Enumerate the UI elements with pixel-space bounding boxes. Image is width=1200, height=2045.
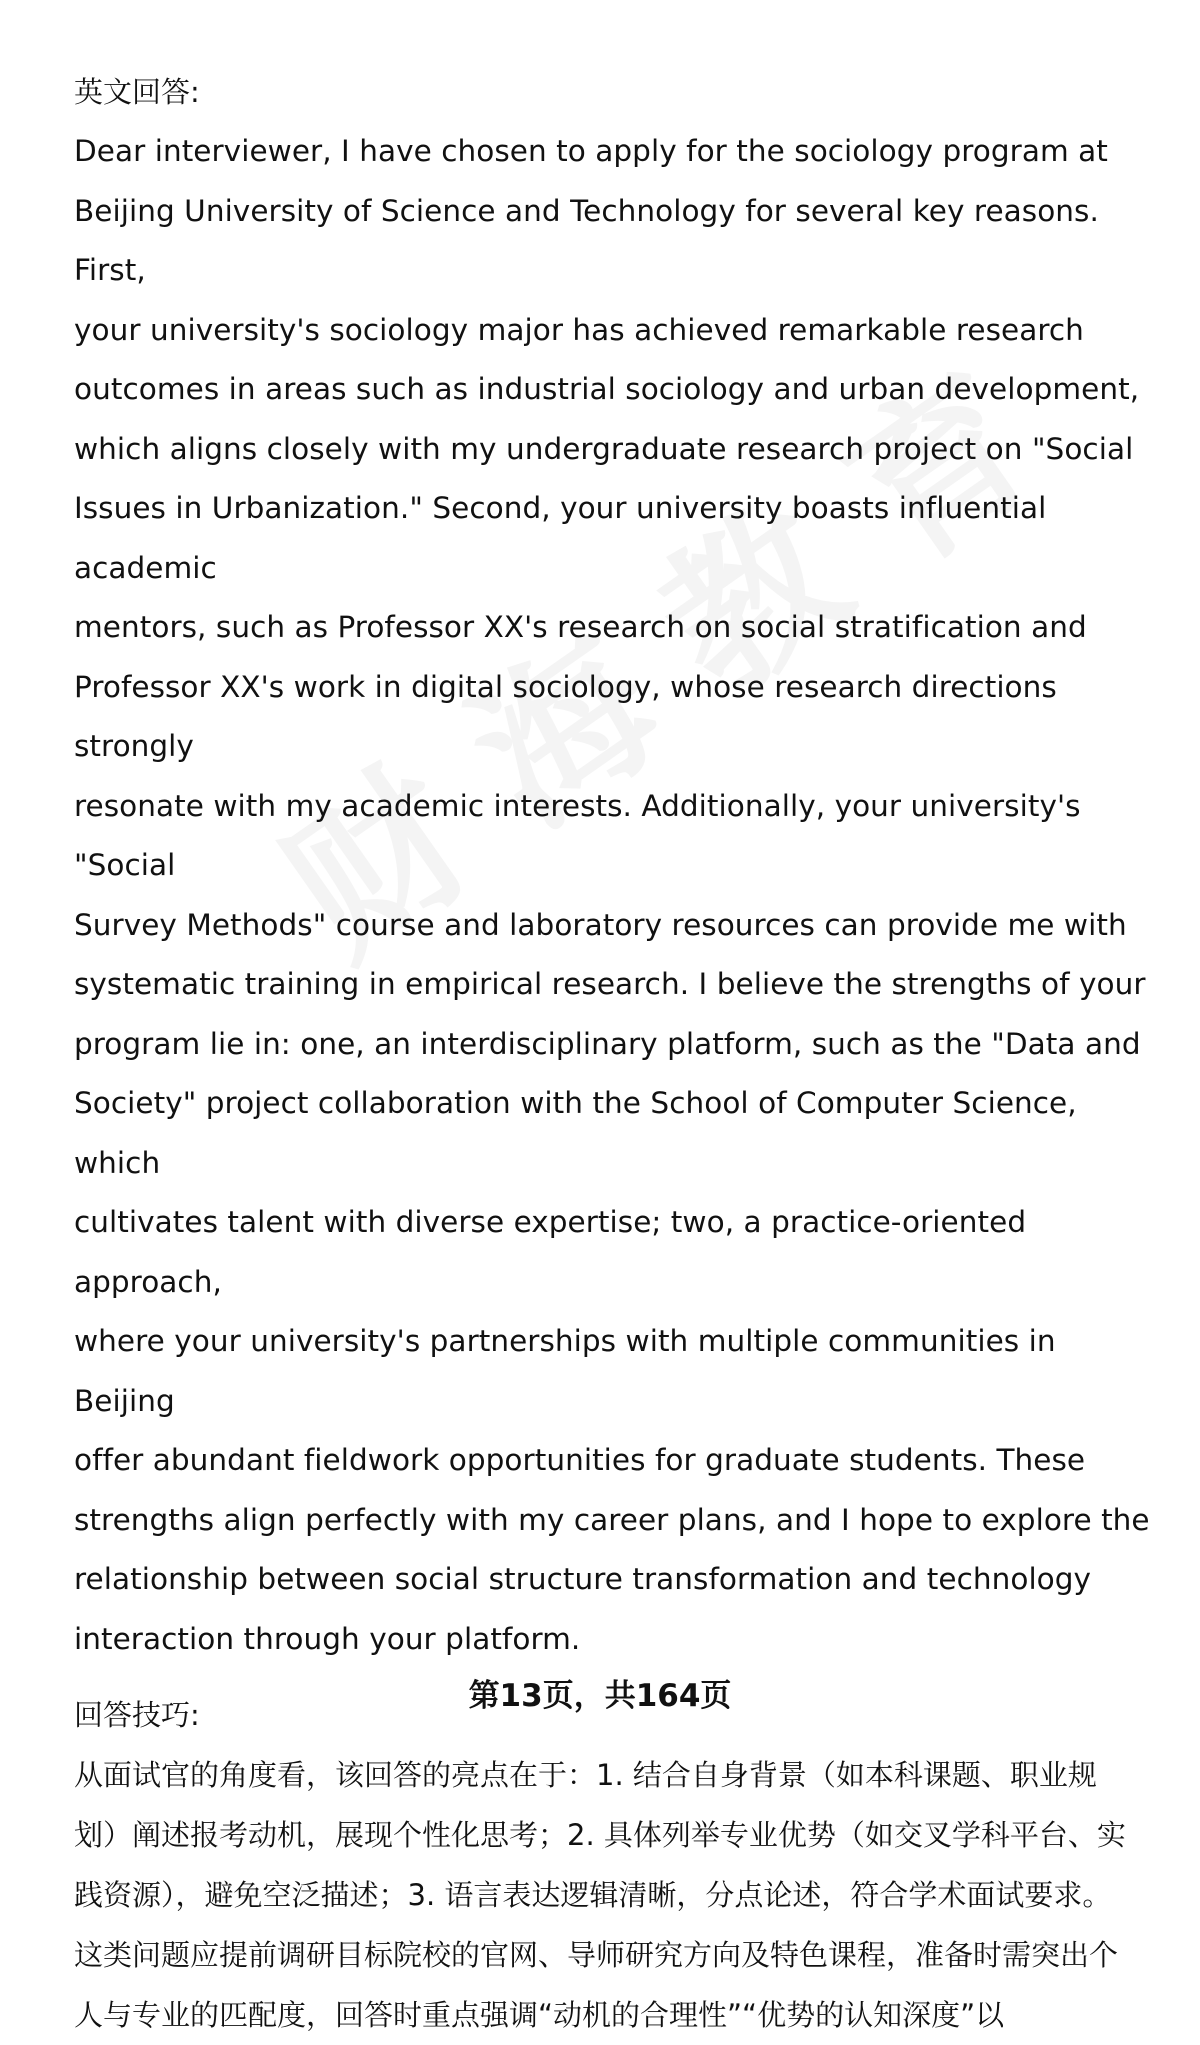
tips-line: 这类问题应提前调研目标院校的官网、导师研究方向及特色课程，准备时需突出个: [74, 1938, 1119, 1972]
english-answer-line: cultivates talent with diverse expertise; two, a practice-oriented approach,: [74, 1205, 1027, 1299]
english-answer-line: your university's sociology major has achieved remarkable research: [74, 312, 1084, 347]
english-answer-line: systematic training in empirical research. I believe the strengths of your: [74, 967, 1146, 1001]
english-answer-line: program lie in: one, an interdisciplinary platform, such as the "Data and: [74, 1026, 1141, 1061]
english-answer-line: mentors, such as Professor XX's research on social stratification and: [74, 610, 1087, 644]
english-answer-line: outcomes in areas such as industrial sociology and urban development,: [74, 372, 1140, 406]
english-answer-line: Society" project collaboration with the School of Computer Science, which: [74, 1086, 1077, 1180]
english-answer-line: resonate with my academic interests. Additionally, your university's "Social: [74, 788, 1081, 882]
page-number: 第13页，共164页: [468, 1678, 732, 1714]
answer-tips-body: [74, 1745, 1154, 2045]
english-answer-line: which aligns closely with my undergraduate research project on "Social: [74, 431, 1134, 466]
english-answer-heading: 英文回答:: [74, 75, 200, 109]
english-answer-line: Issues in Urbanization." Second, your university boasts influential academic: [74, 491, 1047, 585]
english-answer-line: Beijing University of Science and Technology for several key reasons. First,: [74, 193, 1099, 287]
english-answer-line: Dear interviewer, I have chosen to apply for the sociology program at: [74, 134, 1108, 168]
english-answer-line: Professor XX's work in digital sociology, whose research directions strongly: [74, 669, 1057, 763]
tips-line: 划）阐述报考动机，展现个性化思考；2. 具体列举专业优势（如交叉学科平台、实: [74, 1818, 1126, 1852]
page-content: [74, 62, 1154, 2045]
english-answer-line: offer abundant fieldwork opportunities for graduate students. These: [74, 1443, 1086, 1477]
tips-line: 人与专业的匹配度，回答时重点强调“动机的合理性”“优势的认知深度”以: [74, 1998, 1005, 2032]
english-answer-line: strengths align perfectly with my career plans, and I hope to explore the: [74, 1502, 1150, 1537]
answer-tips-heading: 回答技巧:: [74, 1698, 200, 1732]
english-answer-line: where your university's partnerships with multiple communities in Beijing: [74, 1324, 1056, 1418]
tips-line: 践资源），避免空泛描述；3. 语言表达逻辑清晰，分点论述，符合学术面试要求。: [74, 1878, 1112, 1912]
english-answer-line: interaction through your platform.: [74, 1621, 581, 1656]
english-answer-line: relationship between social structure transformation and technology: [74, 1562, 1092, 1596]
english-answer-line: Survey Methods" course and laboratory resources can provide me with: [74, 907, 1127, 942]
tips-line: 从面试官的角度看，该回答的亮点在于：1. 结合自身背景（如本科课题、职业规: [74, 1758, 1097, 1792]
english-answer-body: [74, 122, 1154, 1669]
